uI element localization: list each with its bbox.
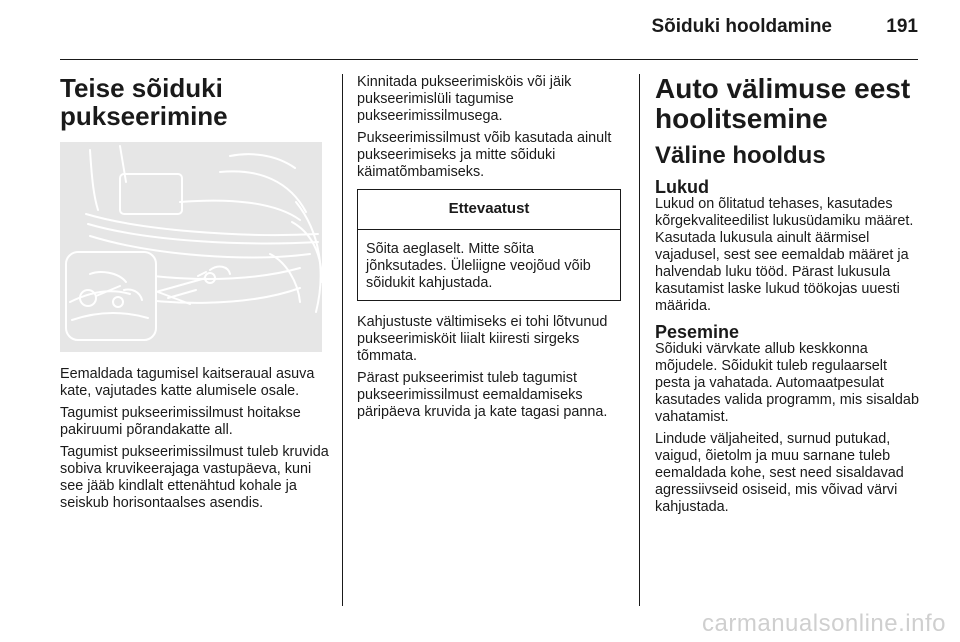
subsection-heading: Väline hooldus: [655, 142, 826, 169]
column-divider: [342, 74, 343, 606]
column-left: [60, 74, 330, 517]
paragraph: Eemaldada tagumisel kaitseraual asuva kate, vajutades katte alumisele osale.: [60, 366, 315, 399]
paragraph: Pukseerimissilmust võib kasutada ainult pukseerimiseks ja mitte sõiduki käimatõmbamiseks.: [357, 130, 612, 180]
paragraph: Kinnitada pukseerimisköis või jäik pukseerimislüli tagumise pukseerimissilmusega.: [357, 74, 572, 124]
column-divider: [639, 74, 640, 606]
column-middle: [357, 74, 625, 426]
caution-title: Ettevaatust: [358, 190, 620, 230]
column-right: [655, 74, 923, 521]
paragraph: Lukud on õlitatud tehases, kasutades kõrgekvaliteedilist lukusüdamiku määret. Kasutada lukusula ainult äärmisel vajadusel, sest see eemaldab määret ja halvendab luku tööd. Pärast lukusula kasutamist laske lukud töökojas uuesti määrida.: [655, 196, 914, 314]
topic-heading: Lukud: [655, 177, 709, 197]
watermark: carmanualsonline.info: [702, 610, 946, 637]
chapter-heading: Auto välimuse eest hoolitsemine: [655, 73, 911, 134]
paragraph: Tagumist pukseerimissilmust hoitakse pakiruumi põrandakatte all.: [60, 405, 301, 438]
header-rule: [60, 59, 918, 60]
topic-heading: Pesemine: [655, 322, 740, 342]
page-number: 191: [886, 16, 918, 37]
towing-eye-illustration: [60, 142, 322, 352]
paragraph: Pärast pukseerimist tuleb tagumist pukseerimissilmust eemaldamiseks päripäeva kruvida ja kate tagasi panna.: [357, 370, 608, 420]
caution-box: [357, 189, 621, 301]
caution-text: Sõita aeglaselt. Mitte sõita jõnksutades. Üleliigne veojõud võib sõidukit kahjustada.: [366, 241, 591, 291]
paragraph: Kahjustuste vältimiseks ei tohi lõtvunud pukseerimisköit liialt kiiresti sirgeks tõmmata.: [357, 314, 608, 364]
paragraph: Tagumist pukseerimissilmust tuleb kruvida sobiva kruvikeerajaga vastupäeva, kuni see jääb kindlalt ettenähtud kohale ja seiskub horisontaalses asendis.: [60, 444, 329, 511]
paragraph: Lindude väljaheited, surnud putukad, vaigud, õietolm ja muu sarnane tuleb eemaldada kohe, sest need sisaldavad agressiivseid osiseid, mis võivad värvi kahjustada.: [655, 431, 904, 515]
rear-bumper-towing-eye-drawing: [60, 142, 322, 352]
paragraph: Sõiduki värvkate allub keskkonna mõjudele. Sõidukit tuleb regulaarselt pesta ja vahatada. Automaatpesulat kasutades valida programm, mis sisaldab vahatamist.: [655, 341, 919, 425]
section-heading: Teise sõiduki pukseerimine: [60, 73, 228, 131]
running-header-title: Sõiduki hooldamine: [651, 16, 832, 37]
